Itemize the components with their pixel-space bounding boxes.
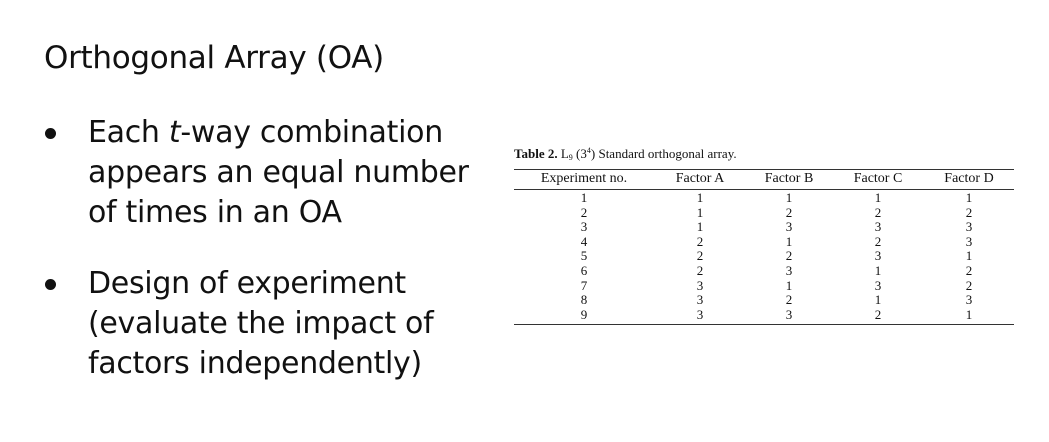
slide-title: Orthogonal Array (OA): [44, 40, 384, 76]
table-header-row: [514, 170, 1014, 190]
bullet-dot-icon: [45, 279, 56, 290]
table-caption: [514, 143, 1014, 166]
bullet-item-t-way: [44, 113, 494, 233]
bullet-dot-icon: [45, 128, 56, 139]
cell-factor-a: 2: [696, 248, 704, 264]
orthogonal-array-table-figure: [514, 143, 1014, 325]
table-row: [514, 190, 1014, 206]
bullet-emphasis: t: [168, 115, 181, 150]
bullet-line: [88, 113, 494, 153]
bullet-item-design-of-experiment: [44, 264, 494, 384]
column-header-factor-d: Factor D: [924, 170, 1014, 190]
table-row: [514, 249, 1014, 264]
cell-factor-c: 1: [874, 190, 882, 205]
cell-factor-c: 2: [874, 233, 882, 249]
bullet-list: [44, 113, 494, 384]
cell-factor-a: 1: [696, 190, 704, 205]
orthogonal-array-table: [514, 169, 1014, 325]
cell-factor-b: 1: [785, 190, 793, 205]
bullet-line: factors independently): [88, 346, 422, 381]
cell-factor-b: 3: [785, 219, 793, 235]
table-row: [514, 206, 1014, 221]
cell-experiment-no: 3: [580, 219, 588, 235]
column-header-factor-b: Factor B: [746, 170, 832, 190]
bullet-line: appears an equal number: [88, 155, 469, 190]
cell-factor-d: 3: [965, 292, 973, 308]
cell-factor-a: 3: [696, 292, 704, 308]
table-row: [514, 264, 1014, 279]
table-caption-base: (3: [572, 146, 587, 161]
cell-factor-d: 1: [965, 248, 973, 264]
cell-experiment-no: 4: [580, 233, 588, 249]
bullet-line: Design of experiment: [88, 266, 406, 301]
table-caption-sup: 4: [586, 146, 591, 155]
bullet-line: (evaluate the impact of: [88, 306, 434, 341]
cell-experiment-no: 9: [580, 306, 588, 322]
cell-factor-b: 3: [785, 262, 793, 278]
cell-factor-c: 3: [874, 277, 882, 293]
cell-factor-d: 3: [965, 219, 973, 235]
cell-experiment-no: 7: [580, 277, 588, 293]
cell-factor-a: 1: [696, 204, 704, 220]
column-header-factor-a: Factor A: [654, 170, 746, 190]
cell-factor-c: 2: [874, 306, 882, 322]
table-row: [514, 235, 1014, 250]
cell-factor-a: 3: [696, 277, 704, 293]
bullet-text: Each: [88, 115, 169, 150]
cell-factor-d: 3: [965, 233, 973, 249]
cell-factor-d: 1: [965, 306, 973, 322]
bullet-line: of times in an OA: [88, 195, 342, 230]
bullet-text: -way combination: [180, 115, 443, 150]
cell-factor-d: 2: [965, 204, 973, 220]
cell-factor-c: 1: [874, 292, 882, 308]
cell-factor-d: 1: [965, 190, 973, 205]
cell-factor-b: 2: [785, 292, 793, 308]
cell-factor-c: 3: [874, 219, 882, 235]
cell-factor-d: 2: [965, 277, 973, 293]
cell-factor-b: 2: [785, 204, 793, 220]
cell-factor-d: 2: [965, 262, 973, 278]
cell-factor-b: 1: [785, 233, 793, 249]
table-row: [514, 308, 1014, 325]
cell-experiment-no: 1: [580, 190, 588, 205]
cell-experiment-no: 6: [580, 262, 588, 278]
table-caption-sub: 9: [568, 153, 573, 162]
cell-factor-b: 3: [785, 306, 793, 322]
table-row: [514, 279, 1014, 294]
cell-factor-c: 1: [874, 262, 882, 278]
cell-factor-a: 2: [696, 233, 704, 249]
column-header-experiment-no: Experiment no.: [514, 170, 654, 190]
column-header-factor-c: Factor C: [832, 170, 924, 190]
cell-factor-a: 2: [696, 262, 704, 278]
cell-factor-c: 3: [874, 248, 882, 264]
cell-factor-b: 2: [785, 248, 793, 264]
cell-factor-a: 3: [696, 306, 704, 322]
table-caption-l: L: [560, 146, 569, 161]
table-row: [514, 220, 1014, 235]
cell-experiment-no: 5: [580, 248, 588, 264]
table-caption-label: Table 2.: [514, 146, 558, 161]
cell-factor-c: 2: [874, 204, 882, 220]
table-caption-rest: ) Standard orthogonal array.: [590, 146, 737, 161]
cell-factor-a: 1: [696, 219, 704, 235]
table-body: [514, 190, 1014, 325]
table-row: [514, 293, 1014, 308]
cell-experiment-no: 2: [580, 204, 588, 220]
cell-experiment-no: 8: [580, 292, 588, 308]
cell-factor-b: 1: [785, 277, 793, 293]
